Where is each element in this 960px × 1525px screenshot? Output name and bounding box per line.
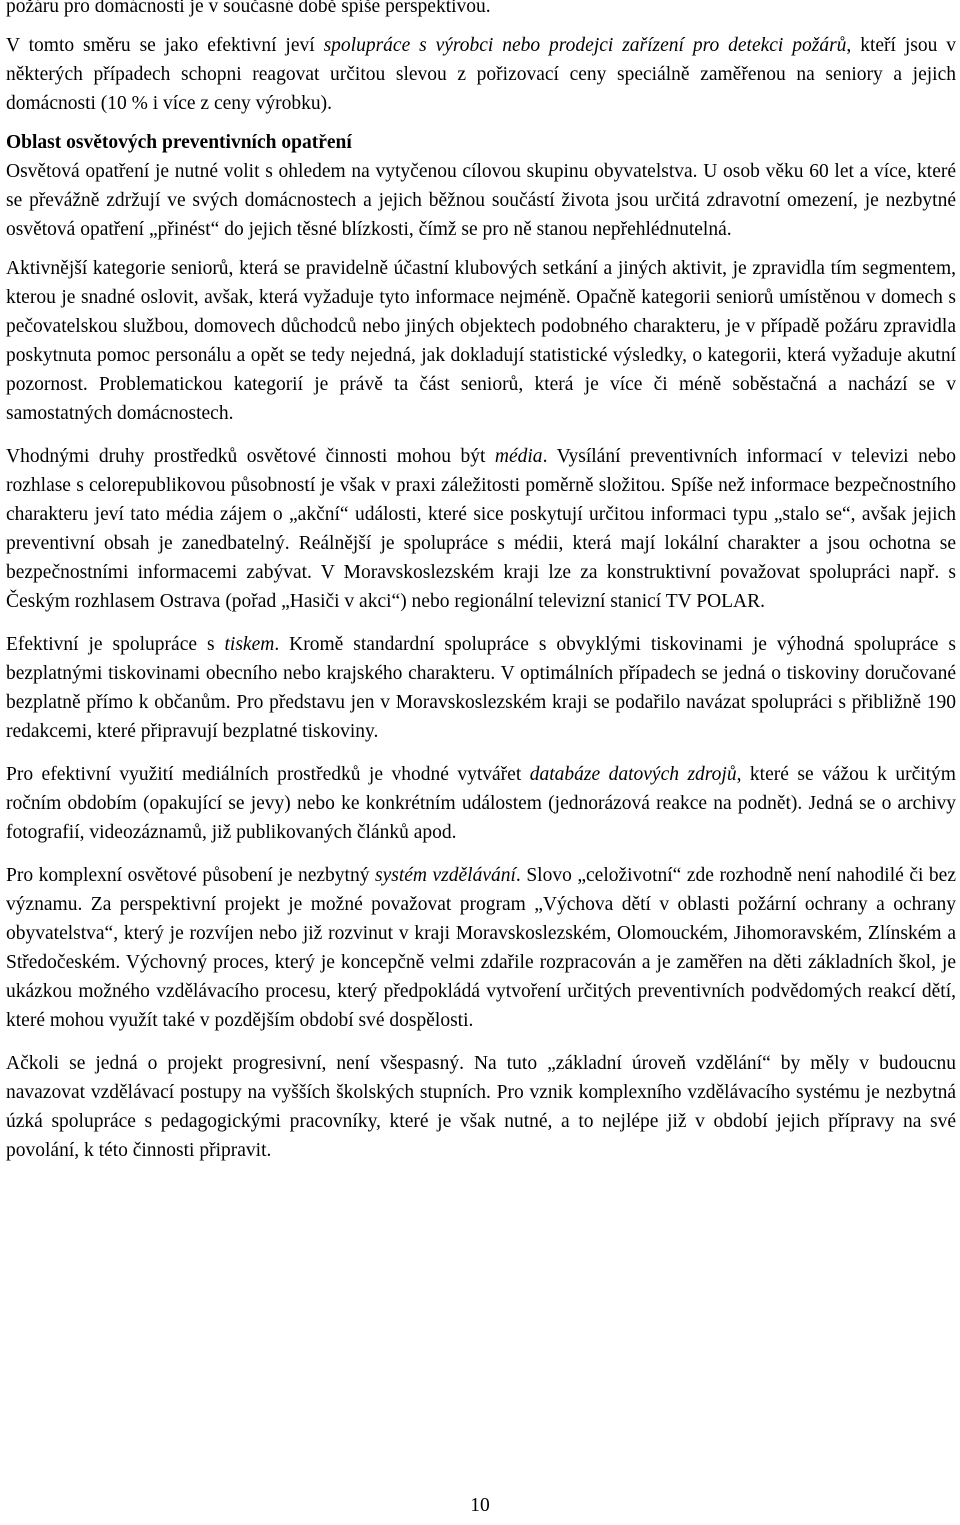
emphasis-text: spolupráce s výrobci nebo prodejci zařízení pro detekci požárů: [323, 35, 847, 56]
emphasis-text: média: [494, 446, 543, 467]
text-run: Pro komplexní osvětové působení je nezbytný: [6, 865, 375, 886]
emphasis-text: tiskem: [224, 634, 275, 655]
text-run: . Vysílání preventivních informací v televizi nebo rozhlase s celorepublikovou působností je však v praxi záležitosti poměrně složitou. Spíše než informace bezpečnostního charakteru jeví tato média zájem o „akční“ události, které sice poskytují určitou informaci typu „stalo se“, avšak jejich preventivní obsah je zanedbatelný. Reálnější je spolupráce s médii, která mají lokální charakter a jsou ochotna se bezpečnostními informacemi zabývat. V Moravskoslezském kraji lze za konstruktivní považovat spolupráci např. s Českým rozhlasem Ostrava (pořad „Hasiči v akci“) nebo regionální televizní stanicí TV POLAR.: [6, 446, 956, 612]
paragraph-education-system: [6, 861, 956, 1035]
text-run: . Kromě standardní spolupráce s obvyklými tiskovinami je výhodná spolupráce s bezplatnými tiskovinami obecního nebo krajského charakteru. V optimálních případech se jedná o tiskoviny doručované bezplatně přímo k občanům. Pro představu jen v Moravskoslezském kraji se podařilo navázat spolupráci s přibližně 190 redakcemi, které připravují bezplatné tiskoviny.: [6, 634, 956, 742]
paragraph-intro-end: požáru pro domácnosti je v současné době spíše perspektivou.: [6, 0, 491, 17]
text-run: Pro efektivní využití mediálních prostředků je vhodné vytvářet: [6, 764, 530, 785]
emphasis-text: databáze datových zdrojů: [529, 764, 737, 785]
paragraph-senior-categories: Aktivnější kategorie seniorů, která se pravidelně účastní klubových setkání a jiných aktivit, je zpravidla tím segmentem, kterou je snadné oslovit, avšak, která vyžaduje tyto informace nejméně. Opačně kategorii seniorů umístěnou v domech s pečovatelskou službou, domovech důchodců nebo jiných objektech podobného charakteru, je v případě požáru zpravidla poskytnuta pomoc personálu a opět se tedy nejedná, jak dokladují statistické výsledky, o kategorii, která vyžaduje akutní pozornost. Problematickou kategorií je právě ta část seniorů, která je více či méně soběstačná a nachází se v samostatných domácnostech.: [6, 258, 956, 424]
section-heading: Oblast osvětových preventivních opatření: [6, 132, 352, 153]
text-run: Vhodnými druhy prostředků osvětové činnosti mohou být: [6, 446, 495, 467]
text-run: V tomto směru se jako efektivní jeví: [6, 35, 324, 56]
paragraph-media: [6, 442, 956, 616]
paragraph-press: [6, 630, 956, 746]
text-run: , kteří jsou v některých případech schopni reagovat určitou slevou z pořizovací ceny speciálně zaměřenou na seniory a jejich domácnosti (10 % i více z ceny výrobku).: [6, 35, 956, 114]
emphasis-text: systém vzdělávání: [374, 865, 516, 886]
paragraph-databases: [6, 760, 956, 847]
paragraph-awareness-measures: Osvětová opatření je nutné volit s ohledem na vytyčenou cílovou skupinu obyvatelstva. U osob věku 60 let a více, které se převážně zdržují ve svých domácnostech a jejich běžnou součástí života jsou určitá zdravotní omezení, je nezbytné osvětová opatření „přinést“ do jejich těsné blízkosti, čímž se pro ně stanou nepřehlédnutelná.: [6, 161, 956, 240]
text-run: Efektivní je spolupráce s: [6, 634, 225, 655]
text-run: , které se vážou k určitým ročním obdobím (opakující se jevy) nebo ke konkrétním událostem (jednorázová reakce na podnět). Jedná se o archivy fotografií, videozáznamů, již publikovaných článků apod.: [6, 764, 956, 843]
page-number: 10: [470, 1495, 490, 1516]
paragraph-detector-cooperation: [6, 31, 956, 118]
document-page: [6, 0, 956, 1165]
paragraph-progressive-project: Ačkoli se jedná o projekt progresivní, není všespasný. Na tuto „základní úroveň vzdělání“ by měly v budoucnu navazovat vzdělávací postupy na vyšších školských stupních. Pro vznik komplexního vzdělávacího systému je nezbytná úzká spolupráce s pedagogickými pracovníky, které je však nutné, a to nejlépe již v období jejich přípravy na své povolání, k této činnosti připravit.: [6, 1053, 956, 1161]
text-run: . Slovo „celoživotní“ zde rozhodně není nahodilé či bez významu. Za perspektivní projekt je možné považovat program „Výchova dětí v oblasti požární ochrany a ochrany obyvatelstva“, který je rozvíjen nebo již rozvinut v kraji Moravskoslezském, Olomouckém, Jihomoravském, Zlínském a Středočeském. Výchovný proces, který je koncepčně velmi zdařile rozpracován a je zaměřen na děti základních škol, je ukázkou možného vzdělávacího procesu, který předpokládá vytvoření určitých preventivních podvědomých reakcí dětí, které mohou využít také v pozdějším období své dospělosti.: [6, 865, 956, 1031]
